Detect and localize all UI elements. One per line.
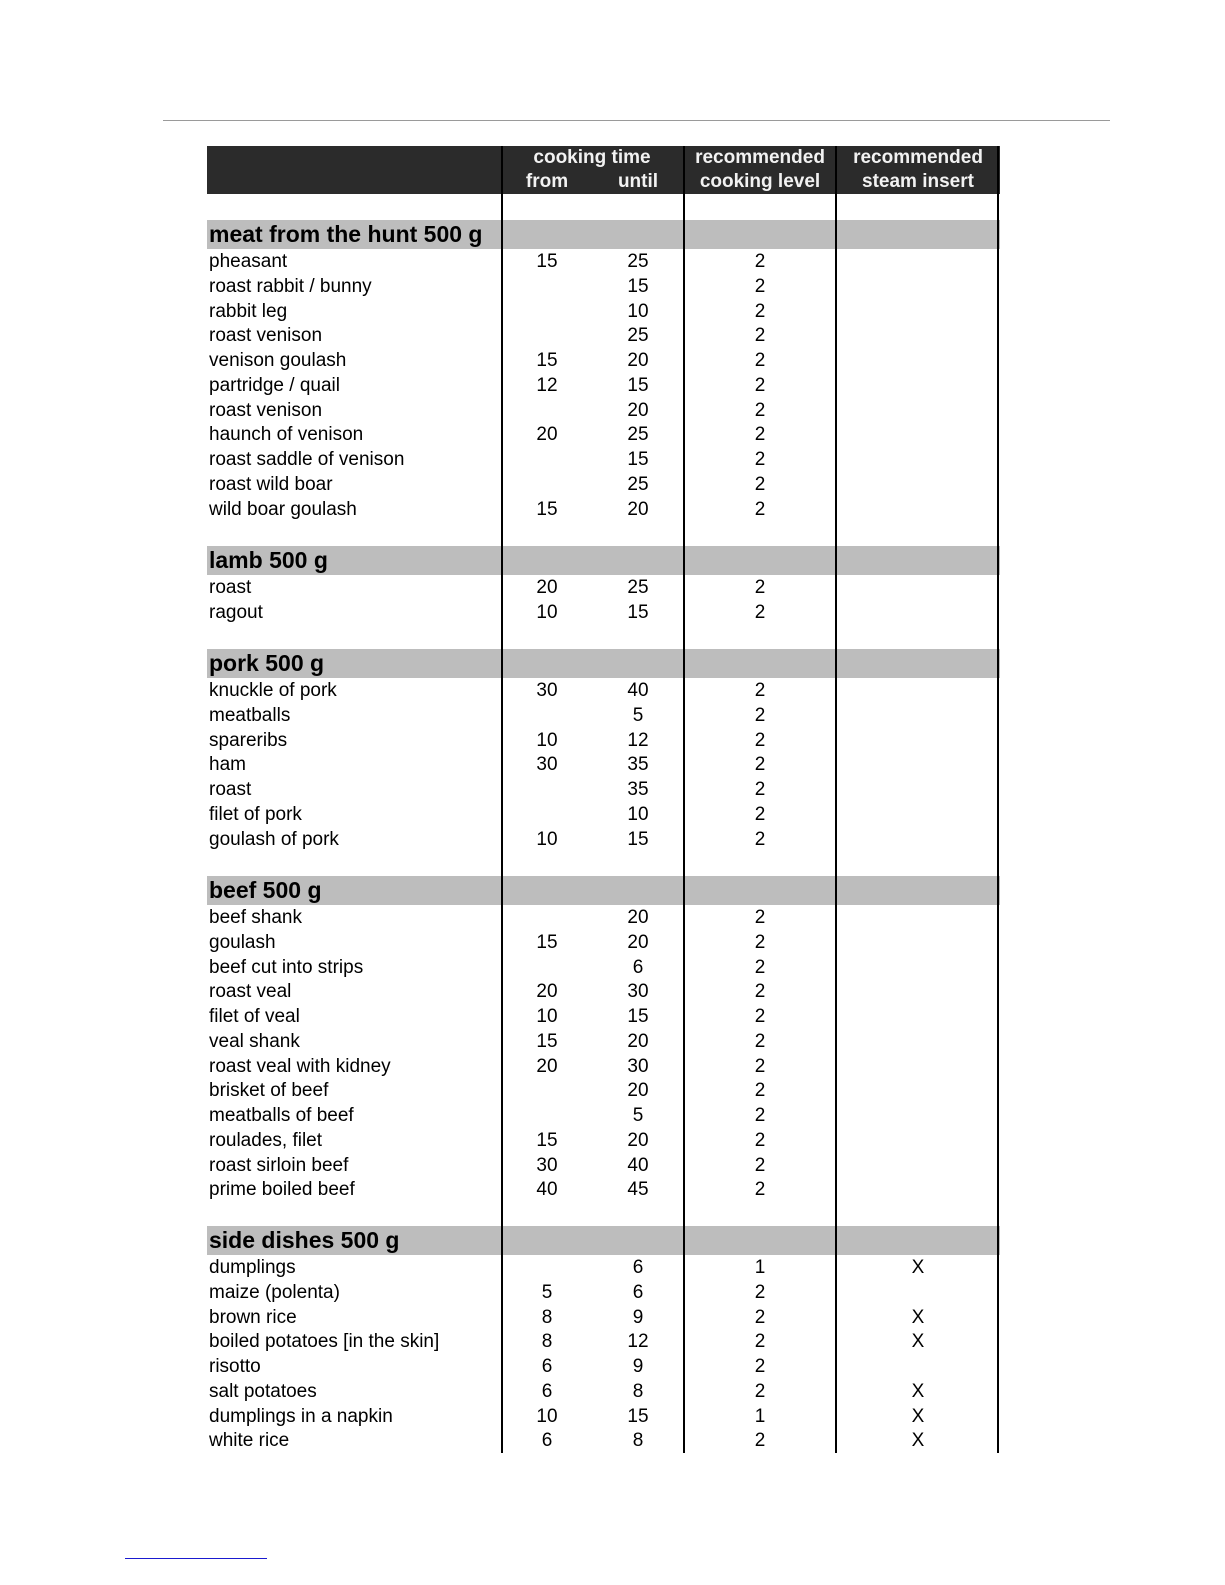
- table-row: [207, 1305, 1000, 1330]
- table-row: [207, 447, 1000, 472]
- cooking-time-from: 10: [536, 1006, 558, 1027]
- cooking-time-from: 6: [541, 1356, 553, 1377]
- cooking-time-until: 15: [627, 275, 649, 297]
- cooking-level: 2: [754, 1006, 766, 1027]
- table-row: [207, 323, 1000, 348]
- table-row: [207, 777, 1000, 802]
- cooking-time-until: 25: [627, 251, 649, 272]
- cooking-level: 2: [754, 1281, 766, 1303]
- cooking-time-until: 25: [627, 325, 649, 347]
- cooking-time-until: 20: [627, 350, 649, 371]
- header-from: from: [525, 171, 569, 192]
- cooking-level: 2: [754, 1380, 766, 1402]
- cooking-level: 2: [754, 1331, 766, 1353]
- item-name: brisket of beef: [209, 1080, 329, 1102]
- table-row: [207, 1128, 1000, 1153]
- cooking-time-until: 15: [627, 374, 649, 396]
- cooking-level: 2: [754, 754, 766, 776]
- table-row: [207, 1354, 1000, 1379]
- item-name: goulash: [209, 931, 276, 953]
- item-name: roast: [209, 779, 252, 800]
- item-name: meatballs: [209, 704, 291, 726]
- cooking-level: 2: [754, 1105, 766, 1126]
- table-row: [207, 703, 1000, 728]
- cooking-time-until: 25: [627, 473, 649, 495]
- item-name: roast veal: [209, 981, 292, 1003]
- cooking-time-from: 10: [536, 601, 558, 623]
- cooking-level: 2: [754, 300, 766, 322]
- table-row: [207, 249, 1000, 274]
- column-divider: [997, 146, 999, 1453]
- cooking-level: 2: [754, 1356, 766, 1377]
- cooking-level: 2: [754, 907, 766, 928]
- item-name: maize (polenta): [209, 1281, 340, 1303]
- item-name: boiled potatoes [in the skin]: [209, 1331, 440, 1353]
- cooking-level: 2: [754, 803, 766, 825]
- cooking-level: 2: [754, 1080, 766, 1102]
- section-band: [207, 649, 1000, 678]
- table-row: [207, 472, 1000, 497]
- cooking-time-from: 6: [541, 1380, 553, 1402]
- header-until: until: [617, 171, 659, 192]
- table-row: [207, 728, 1000, 753]
- cooking-time-until: 6: [632, 1281, 644, 1303]
- cooking-level: 2: [754, 577, 766, 598]
- item-name: wild boar goulash: [209, 498, 357, 520]
- cooking-time-until: 20: [627, 1030, 649, 1052]
- cooking-level: 1: [754, 1257, 766, 1278]
- table-row: [207, 1379, 1000, 1404]
- cooking-time-from: 30: [536, 680, 558, 701]
- cooking-time-until: 40: [627, 1154, 649, 1176]
- item-name: veal shank: [209, 1030, 300, 1052]
- cooking-level: 2: [754, 325, 766, 347]
- cooking-time-from: 8: [541, 1331, 553, 1353]
- table-row: [207, 1177, 1000, 1202]
- cooking-level: 2: [754, 251, 766, 272]
- cooking-time-table: [207, 146, 1000, 1453]
- item-name: ragout: [209, 601, 263, 623]
- cooking-time-from: 15: [536, 1129, 558, 1151]
- steam-insert-mark: X: [911, 1405, 925, 1427]
- table-header: [207, 146, 1000, 194]
- cooking-time-until: 15: [627, 1006, 649, 1027]
- steam-insert-mark: X: [911, 1257, 925, 1278]
- item-name: knuckle of pork: [209, 680, 337, 701]
- item-name: dumplings in a napkin: [209, 1405, 393, 1427]
- cooking-level: 2: [754, 828, 766, 850]
- header-level-line2: cooking level: [699, 171, 821, 192]
- item-name: filet of pork: [209, 803, 302, 825]
- section-title: pork 500 g: [209, 650, 325, 676]
- item-name: filet of veal: [209, 1006, 300, 1027]
- cooking-time-until: 9: [632, 1306, 644, 1328]
- cooking-time-until: 15: [627, 601, 649, 623]
- cooking-level: 2: [754, 779, 766, 800]
- cooking-time-from: 8: [541, 1306, 553, 1328]
- table-row: [207, 1103, 1000, 1128]
- cooking-time-from: 10: [536, 828, 558, 850]
- cooking-time-until: 15: [627, 449, 649, 470]
- cooking-time-until: 30: [627, 1055, 649, 1077]
- cooking-time-from: 15: [536, 498, 558, 520]
- table-row: [207, 1078, 1000, 1103]
- cooking-time-until: 35: [627, 779, 649, 800]
- section-title: beef 500 g: [209, 877, 322, 903]
- item-name: risotto: [209, 1356, 261, 1377]
- item-name: prime boiled beef: [209, 1179, 355, 1201]
- cooking-time-until: 8: [632, 1380, 644, 1402]
- cooking-time-until: 12: [627, 729, 649, 751]
- cooking-time-from: 20: [536, 577, 558, 598]
- header-level-line1: recommended: [695, 147, 825, 168]
- item-name: ham: [209, 754, 246, 776]
- cooking-level: 2: [754, 350, 766, 371]
- cooking-time-until: 20: [627, 1080, 649, 1102]
- table-row: [207, 1153, 1000, 1178]
- table-row: [207, 348, 1000, 373]
- cooking-level: 2: [754, 1179, 766, 1201]
- cooking-level: 2: [754, 449, 766, 470]
- item-name: roast veal with kidney: [209, 1055, 391, 1077]
- cooking-time-until: 8: [632, 1430, 644, 1452]
- item-name: white rice: [209, 1430, 290, 1452]
- section-band: [207, 220, 1000, 249]
- item-name: roast saddle of venison: [209, 449, 405, 470]
- cooking-time-until: 5: [632, 1105, 644, 1126]
- cooking-time-from: 10: [536, 729, 558, 751]
- cooking-time-from: 30: [536, 1154, 558, 1176]
- table-row: [207, 905, 1000, 930]
- item-name: beef shank: [209, 907, 302, 928]
- item-name: salt potatoes: [209, 1380, 317, 1402]
- header-steam-line2: steam insert: [862, 171, 974, 192]
- table-row: [207, 1004, 1000, 1029]
- cooking-time-until: 10: [627, 803, 649, 825]
- cooking-level: 2: [754, 729, 766, 751]
- cooking-level: 1: [754, 1405, 766, 1427]
- cooking-time-until: 35: [627, 754, 649, 776]
- cooking-time-until: 15: [627, 1405, 649, 1427]
- cooking-time-until: 40: [627, 680, 649, 701]
- item-name: roulades, filet: [209, 1129, 323, 1151]
- steam-insert-mark: X: [911, 1430, 925, 1452]
- section-band: [207, 1226, 1000, 1255]
- cooking-time-from: 15: [536, 1030, 558, 1052]
- cooking-level: 2: [754, 399, 766, 421]
- cooking-time-until: 15: [627, 828, 649, 850]
- item-name: goulash of pork: [209, 828, 339, 850]
- column-divider: [501, 146, 503, 1453]
- cooking-time-from: 5: [541, 1281, 553, 1303]
- header-steam-line1: recommended: [853, 147, 983, 168]
- item-name: beef cut into strips: [209, 956, 364, 978]
- table-row: [207, 422, 1000, 447]
- cooking-time-until: 20: [627, 907, 649, 928]
- cooking-level: 2: [754, 424, 766, 446]
- cooking-time-from: 40: [536, 1179, 558, 1201]
- item-name: roast rabbit / bunny: [209, 275, 372, 297]
- steam-insert-mark: X: [911, 1306, 925, 1328]
- cooking-time-from: 15: [536, 350, 558, 371]
- table-row: [207, 1280, 1000, 1305]
- cooking-time-from: 30: [536, 754, 558, 776]
- cooking-time-until: 20: [627, 498, 649, 520]
- table-row: [207, 930, 1000, 955]
- section-band: [207, 546, 1000, 575]
- section-title: meat from the hunt 500 g: [209, 221, 483, 247]
- item-name: spareribs: [209, 729, 288, 751]
- table-row: [207, 802, 1000, 827]
- cooking-time-from: 12: [536, 374, 558, 396]
- cooking-level: 2: [754, 1306, 766, 1328]
- table-row: [207, 752, 1000, 777]
- cooking-time-until: 20: [627, 1129, 649, 1151]
- section-band: [207, 876, 1000, 905]
- cooking-time-from: 10: [536, 1405, 558, 1427]
- cooking-level: 2: [754, 1154, 766, 1176]
- cooking-time-until: 45: [627, 1179, 649, 1201]
- table-row: [207, 575, 1000, 600]
- item-name: roast sirloin beef: [209, 1154, 349, 1176]
- cooking-time-until: 5: [632, 704, 644, 726]
- cooking-time-until: 25: [627, 577, 649, 598]
- cooking-time-from: 6: [541, 1430, 553, 1452]
- item-name: roast venison: [209, 325, 323, 347]
- cooking-time-until: 6: [632, 1257, 644, 1278]
- section-title: side dishes 500 g: [209, 1227, 400, 1253]
- item-name: pheasant: [209, 251, 288, 272]
- cooking-level: 2: [754, 981, 766, 1003]
- cooking-level: 2: [754, 275, 766, 297]
- cooking-time-until: 12: [627, 1331, 649, 1353]
- table-row: [207, 299, 1000, 324]
- cooking-level: 2: [754, 956, 766, 978]
- cooking-level: 2: [754, 498, 766, 520]
- table-row: [207, 1404, 1000, 1429]
- table-row: [207, 373, 1000, 398]
- table-row: [207, 398, 1000, 423]
- section-title: lamb 500 g: [209, 547, 328, 573]
- item-name: partridge / quail: [209, 374, 340, 396]
- cooking-level: 2: [754, 473, 766, 495]
- item-name: roast wild boar: [209, 473, 333, 495]
- cooking-time-from: 20: [536, 1055, 558, 1077]
- cooking-time-from: 15: [536, 931, 558, 953]
- table-row: [207, 827, 1000, 852]
- cooking-time-until: 20: [627, 931, 649, 953]
- cooking-time-until: 10: [627, 300, 649, 322]
- cooking-level: 2: [754, 1129, 766, 1151]
- item-name: dumplings: [209, 1257, 296, 1278]
- cooking-time-from: 20: [536, 981, 558, 1003]
- table-row: [207, 497, 1000, 522]
- page-top-rule: [163, 120, 1110, 121]
- table-row: [207, 1428, 1000, 1453]
- table-row: [207, 678, 1000, 703]
- table-row: [207, 1029, 1000, 1054]
- cooking-level: 2: [754, 374, 766, 396]
- table-row: [207, 274, 1000, 299]
- item-name: roast venison: [209, 399, 323, 421]
- table-row: [207, 1329, 1000, 1354]
- column-divider: [683, 146, 685, 1453]
- cooking-level: 2: [754, 931, 766, 953]
- steam-insert-mark: X: [911, 1331, 925, 1353]
- item-name: haunch of venison: [209, 424, 364, 446]
- table-row: [207, 1054, 1000, 1079]
- cooking-time-until: 25: [627, 424, 649, 446]
- cooking-time-until: 9: [632, 1356, 644, 1377]
- cooking-level: 2: [754, 1030, 766, 1052]
- item-name: roast: [209, 577, 252, 598]
- footer-link-underline: [125, 1558, 267, 1559]
- cooking-level: 2: [754, 1055, 766, 1077]
- steam-insert-mark: X: [911, 1380, 925, 1402]
- cooking-time-from: 20: [536, 424, 558, 446]
- cooking-level: 2: [754, 1430, 766, 1452]
- table-row: [207, 1255, 1000, 1280]
- cooking-time-from: 15: [536, 251, 558, 272]
- cooking-time-until: 30: [627, 981, 649, 1003]
- cooking-level: 2: [754, 601, 766, 623]
- item-name: rabbit leg: [209, 300, 288, 322]
- cooking-time-until: 6: [632, 956, 644, 978]
- item-name: meatballs of beef: [209, 1105, 354, 1126]
- item-name: venison goulash: [209, 350, 347, 371]
- cooking-time-until: 20: [627, 399, 649, 421]
- cooking-level: 2: [754, 680, 766, 701]
- table-row: [207, 955, 1000, 980]
- item-name: brown rice: [209, 1306, 297, 1328]
- table-row: [207, 979, 1000, 1004]
- column-divider: [835, 146, 837, 1453]
- table-row: [207, 600, 1000, 625]
- header-cooking-time: cooking time: [533, 147, 651, 168]
- cooking-level: 2: [754, 704, 766, 726]
